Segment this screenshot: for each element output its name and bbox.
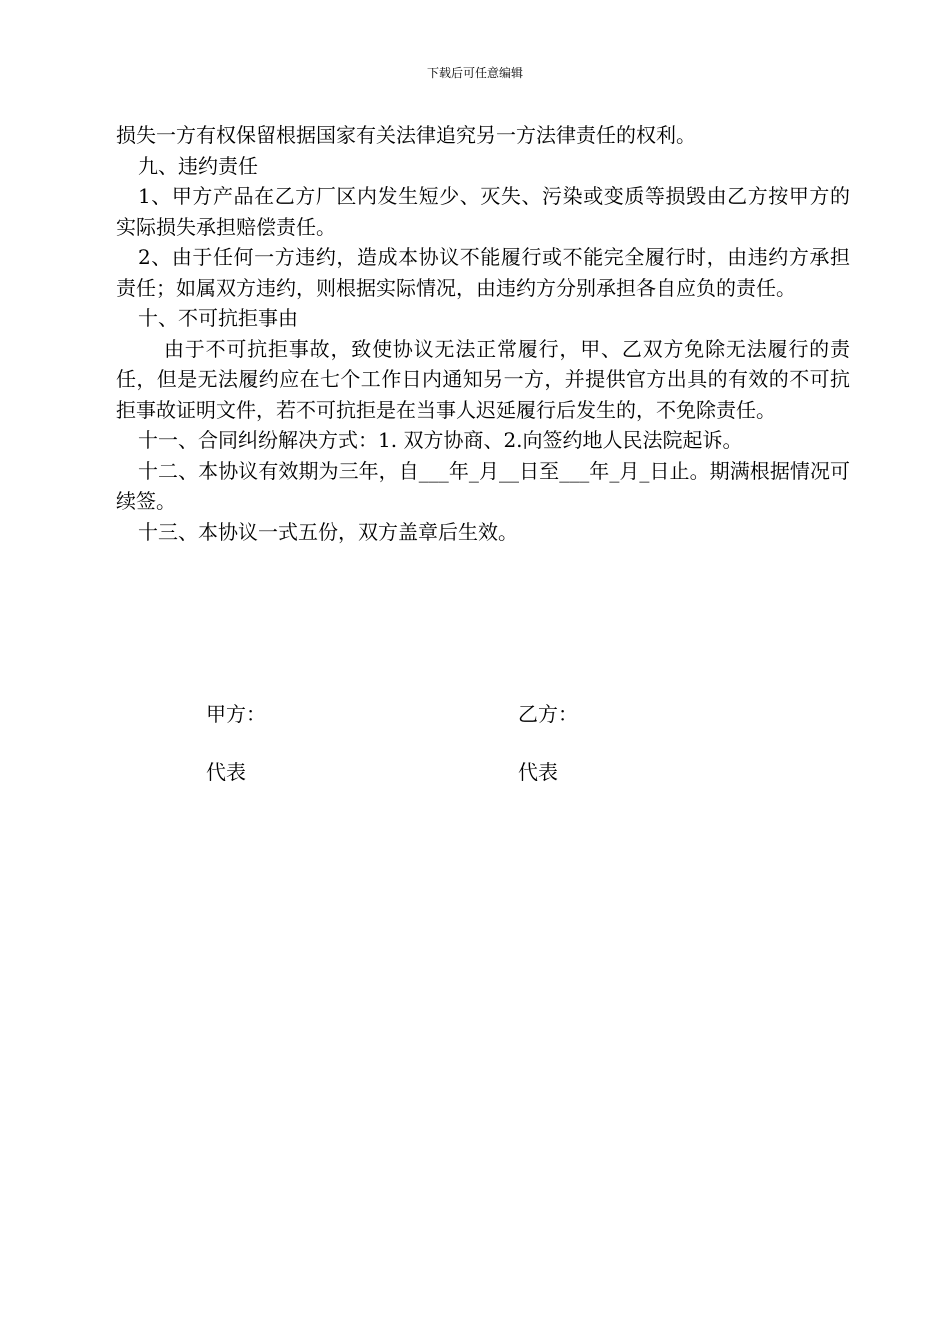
clause-copies: 十三、本协议一式五份，双方盖章后生效。 [138,519,518,544]
party-b-label: 乙方： [518,702,578,726]
party-b-representative: 代表 [518,760,558,784]
clause-dispute-resolution: 十一、合同纠纷解决方式：1. 双方协商、2.向签约地人民法院起诉。 [138,428,743,452]
page-header: 下载后可任意编辑 [426,66,523,80]
party-a-label: 甲方： [206,702,266,726]
paragraph-loss-liability: 损失一方有权保留根据国家有关法律追究另一方法律责任的权利。 [116,123,696,147]
section-heading-breach: 九、违约责任 [138,153,258,178]
clause-validity-period: 十二、本协议有效期为三年，自___年_月__日至___年_月_日止。期满根据情况可续签。 [116,458,850,513]
clause-breach-2: 2、由于任何一方违约，造成本协议不能履行或不能完全履行时，由违约方承担责任；如属双方违约，则根据实际情况，由违约方分别承担各自应负的责任。 [116,245,850,300]
section-heading-force-majeure: 十、不可抗拒事由 [138,306,298,330]
party-a-representative: 代表 [206,760,246,784]
contract-body [116,120,850,547]
clause-breach-1: 1、甲方产品在乙方厂区内发生短少、灭失、污染或变质等损毁由乙方按甲方的实际损失承担赔偿责任。 [116,184,850,239]
clause-force-majeure: 由于不可抗拒事故，致使协议无法正常履行，甲、乙双方免除无法履行的责任，但是无法履约应在七个工作日内通知另一方，并提供官方出具的有效的不可抗拒事故证明文件，若不可抗拒是在当事人迟延履行后发生的，不免除责任。 [116,336,850,422]
